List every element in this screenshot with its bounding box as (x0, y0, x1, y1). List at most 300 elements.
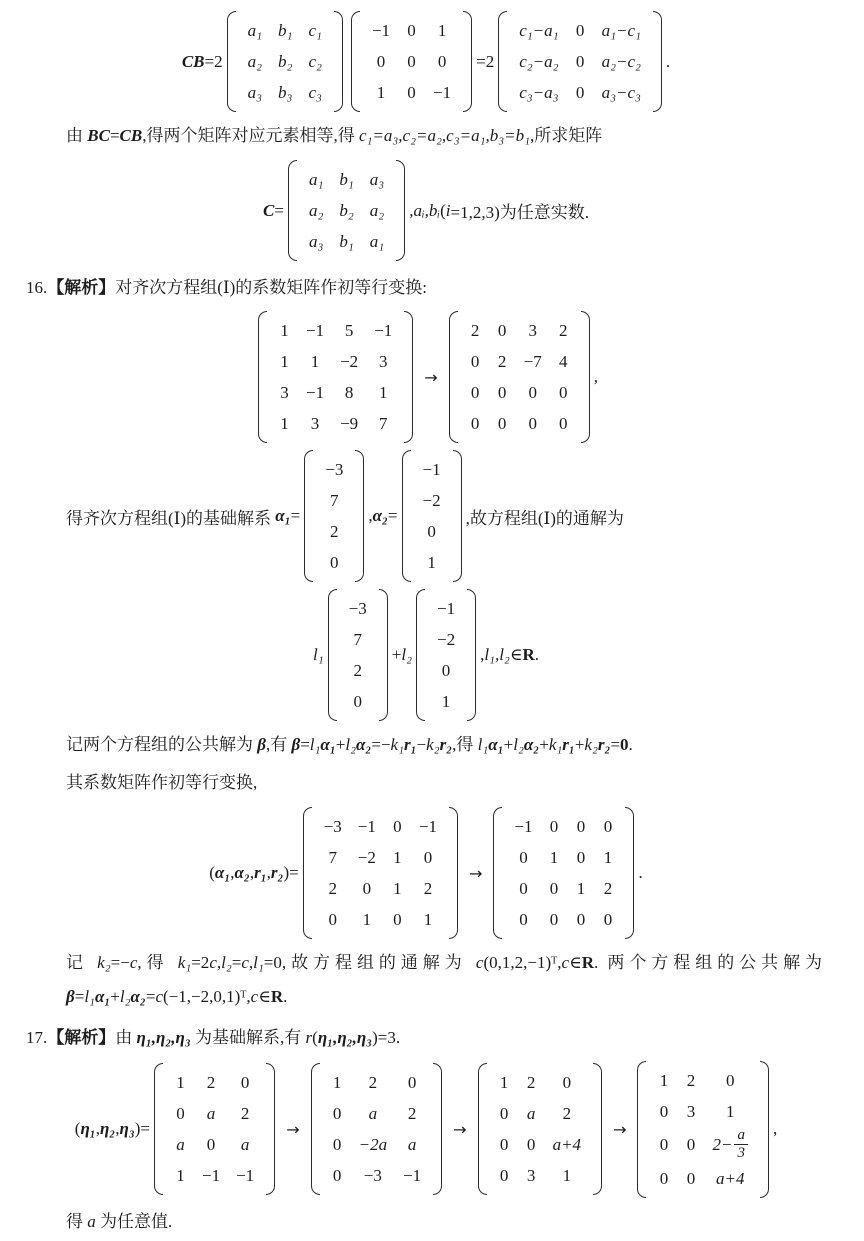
matrix-cell: 0 (659, 1102, 669, 1121)
matrix-grid (236, 11, 334, 112)
matrix-cell: 1 (280, 321, 289, 340)
left-paren (478, 1063, 487, 1195)
text-run: l₁ (313, 645, 324, 664)
text-run: , (593, 367, 599, 386)
matrix-cell: −1 (433, 83, 452, 102)
text-run: 得 (66, 1211, 88, 1231)
text-run: r₁ (562, 735, 575, 754)
matrix-cell: a (206, 1104, 216, 1124)
matrix-cell: a (176, 1135, 185, 1155)
matrix-cell: a₁ (308, 170, 324, 189)
matrix-cell: 0 (526, 1135, 536, 1155)
matrix-cell: 4 (559, 352, 568, 371)
left-paren (351, 11, 360, 112)
right-paren (581, 311, 590, 443)
text-run: , (266, 863, 271, 882)
text-run: η₂ (99, 1119, 116, 1139)
matrix-cell: −9 (340, 414, 359, 433)
matrix-cell: 3 (378, 352, 388, 371)
matrix-cell: 1 (549, 848, 559, 867)
paragraph-17-conclusion (24, 1203, 828, 1241)
matrix-cell: 1 (176, 1166, 185, 1186)
matrix-cell: b₂ (339, 201, 354, 220)
text-run: , (249, 863, 255, 882)
left-paren (493, 807, 502, 939)
matrix (493, 807, 634, 939)
matrix-grid (458, 311, 581, 443)
text-run: c (250, 987, 259, 1006)
text-run: k₁ (390, 735, 404, 754)
problem-number: 17. (26, 1028, 48, 1047)
matrix-cell: 0 (559, 383, 568, 402)
text-run: l₂ (513, 735, 524, 754)
matrix-cell: 2 (368, 1073, 378, 1093)
matrix-cell: −1 (514, 817, 533, 836)
text-run: CB (181, 51, 205, 71)
matrix-cell: 0 (659, 1135, 669, 1155)
matrix-cell: 0 (332, 1135, 342, 1155)
matrix-cell: 0 (497, 383, 507, 402)
text-run: =2 (476, 51, 495, 71)
text-run: l₁ (309, 735, 321, 754)
text-run: R (581, 953, 594, 972)
matrix-cell: 0 (549, 817, 559, 836)
text-run: = (231, 953, 242, 972)
text-run: + (503, 735, 514, 754)
matrix-cell: 0 (206, 1135, 216, 1155)
text-run: β (257, 735, 266, 754)
left-paren (498, 11, 507, 112)
left-paren (416, 589, 425, 721)
matrix-cell: 1 (176, 1073, 185, 1093)
matrix (303, 807, 458, 939)
text-run: =2 (204, 51, 223, 71)
matrix-cell: −2 (340, 352, 359, 371)
left-paren (402, 450, 411, 582)
text-run: ∈ (258, 987, 271, 1006)
text-run: α₂ (372, 506, 388, 525)
paragraph-row-transform (24, 764, 828, 802)
right-paren (625, 807, 634, 939)
text-run: α₁ (488, 735, 504, 754)
matrix-cell: a₂−c₂ (601, 52, 641, 71)
right-paren (449, 807, 458, 939)
matrix-grid (425, 589, 467, 721)
right-paren (404, 311, 413, 443)
left-paren (637, 1061, 646, 1198)
text-run: . (283, 987, 288, 1006)
right-paren (653, 11, 662, 112)
text-run: − (416, 735, 427, 754)
matrix-cell: 5 (344, 321, 354, 340)
matrix-grid (312, 807, 449, 939)
section-17-text (115, 1028, 400, 1047)
left-paren (328, 589, 337, 721)
matrix-cell: b₂ (278, 52, 293, 71)
text-run: CB (119, 126, 143, 145)
equation-c-matrix (24, 158, 828, 263)
text-run: c (561, 953, 570, 972)
text-run: η₃ (119, 1119, 135, 1139)
matrix-cell: c₁ (308, 21, 322, 40)
text-run: α₁ (214, 863, 231, 882)
matrix-cell: −7 (523, 352, 542, 371)
matrix-cell: a₂ (308, 201, 324, 220)
text-run: l₂ (345, 735, 356, 754)
equation-16-rowreduce (24, 309, 828, 445)
text-run: 由 (115, 1028, 137, 1047)
text-run: . (628, 735, 633, 754)
matrix-cell: 0 (499, 1135, 509, 1155)
matrix-cell: c₂ (308, 52, 322, 71)
matrix-cell: 0 (497, 321, 507, 340)
text-run: l₁,l₂ (484, 645, 510, 664)
text-run: =0,故方程组的通解为 (263, 953, 476, 972)
right-paren (355, 450, 364, 582)
text-run: r₂ (597, 735, 611, 754)
matrix-cell: 0 (427, 522, 436, 541)
text-run: β (66, 987, 75, 1006)
matrix (288, 160, 405, 261)
matrix-grid (163, 1063, 266, 1195)
matrix-cell: b₁ (339, 232, 354, 251)
matrix-cell: 1 (725, 1102, 735, 1121)
text-run: ,得 (452, 735, 478, 754)
matrix-cell: a+4 (552, 1135, 582, 1155)
matrix-cell: a₃ (247, 83, 263, 102)
matrix-cell: 1 (659, 1071, 669, 1090)
text-run: + (539, 735, 549, 754)
matrix-cell: 0 (176, 1104, 185, 1124)
matrix-cell: 0 (437, 52, 447, 71)
text-run: c (129, 953, 138, 972)
text-run: BC (87, 126, 110, 145)
left-paren (449, 311, 458, 443)
matrix-cell: a (240, 1135, 250, 1155)
arrow-icon: → (286, 1119, 300, 1139)
left-paren (304, 450, 313, 582)
section-16-text (115, 278, 427, 297)
paragraph-common-solution (24, 726, 828, 764)
matrix-grid (337, 589, 379, 721)
matrix (304, 450, 364, 582)
text-run: 0 (620, 735, 629, 754)
matrix-cell: 2 (328, 879, 337, 898)
text-run: ( (440, 200, 446, 220)
analysis-label: 【解析】 (47, 278, 116, 297)
text-run: ,所求矩阵 (530, 126, 603, 145)
matrix-cell: 1 (562, 1166, 572, 1186)
matrix-cell: 2 (562, 1104, 572, 1124)
matrix-cell: 1 (280, 352, 289, 371)
matrix-grid (411, 450, 453, 582)
matrix-cell: 0 (576, 910, 586, 929)
matrix-cell: −1 (403, 1166, 422, 1186)
matrix-cell: 1 (603, 848, 613, 867)
text-run: )=3. (372, 1028, 401, 1047)
matrix-cell: 0 (519, 879, 528, 898)
text-run: c₁=a₃,c₂=a₂,c₃=a₁,b₃=b₁ (358, 126, 531, 145)
matrix-cell: −1 (202, 1166, 221, 1186)
matrix-cell: a (526, 1104, 536, 1124)
text-run: = (300, 735, 310, 754)
matrix-cell: 1 (499, 1073, 509, 1093)
matrix-cell: −3 (325, 460, 344, 479)
line-basis-vectors (24, 448, 828, 584)
matrix-cell: 0 (686, 1135, 696, 1155)
text-run: r₂ (270, 863, 284, 882)
matrix (402, 450, 462, 582)
matrix-cell: 1 (378, 383, 388, 402)
matrix-cell: 1 (576, 879, 586, 898)
text-run: l₁ (84, 987, 95, 1006)
text-run: , (480, 645, 485, 664)
matrix-cell: 0 (549, 910, 559, 929)
text-run: ,有 (265, 735, 292, 754)
matrix-cell: 0 (332, 1166, 342, 1186)
text-run: k₂ (426, 735, 440, 754)
arrow-icon: → (453, 1119, 467, 1139)
matrix-cell: 0 (393, 910, 402, 929)
text-run: (−1,−2,0,1)ᵀ, (163, 987, 251, 1006)
matrix (328, 589, 388, 721)
text-run: β (291, 735, 301, 754)
text-run: = (74, 987, 85, 1006)
matrix-cell: 0 (407, 83, 416, 102)
text-run: l₂ (401, 645, 412, 664)
text-run: 其系数矩阵作初等行变换, (66, 773, 258, 792)
text-run: , (95, 1119, 100, 1139)
text-run: =2 (191, 953, 210, 972)
matrix-grid (267, 311, 404, 443)
matrix-cell: 0 (470, 414, 480, 433)
analysis-label: 【解析】 (47, 1028, 116, 1047)
text-run: 为任意值. (95, 1211, 173, 1231)
text-run: c (209, 953, 217, 972)
left-paren (154, 1063, 163, 1195)
text-run: 由 (66, 126, 88, 145)
matrix (258, 311, 413, 443)
arrow-icon: → (424, 367, 438, 387)
matrix-cell: 2 (407, 1104, 417, 1124)
text-run: k₂ (584, 735, 598, 754)
text-run: 对齐次方程组(Ⅰ)的系数矩阵作初等行变换: (115, 278, 428, 297)
right-paren (396, 160, 405, 261)
matrix-cell: 2 (603, 879, 613, 898)
text-run: α₂ (356, 735, 372, 754)
matrix-cell: 0 (441, 661, 451, 680)
matrix-cell: 0 (549, 879, 559, 898)
right-paren (463, 11, 472, 112)
paragraph-bc-cb (24, 117, 828, 155)
text-run: k₂ (97, 953, 111, 972)
left-paren (311, 1063, 320, 1195)
text-run: ,故方程组(Ⅰ)的通解为 (465, 508, 624, 528)
left-paren (258, 311, 267, 443)
matrix-cell: c₃ (308, 83, 322, 102)
matrix-cell: −1 (371, 21, 391, 40)
matrix-cell: 2− $\frac{a}{3}$ (704, 1127, 755, 1163)
text-run: , (216, 953, 222, 972)
matrix-cell: 0 (562, 1073, 572, 1093)
text-run: r₂ (439, 735, 453, 754)
matrix-cell: a (368, 1104, 378, 1124)
right-paren (379, 589, 388, 721)
text-run: aᵢ,bᵢ (413, 200, 441, 220)
matrix (227, 11, 343, 112)
text-run: c (155, 987, 164, 1006)
right-paren (334, 11, 343, 112)
matrix-cell: a (407, 1135, 417, 1155)
left-paren (303, 807, 312, 939)
text-run: ∈ (569, 953, 582, 972)
matrix-cell: 0 (407, 21, 416, 40)
matrix-cell: 0 (575, 52, 585, 71)
text-run: )= (283, 863, 299, 882)
matrix-cell: a₁ (369, 232, 385, 251)
matrix-cell: 2 (686, 1071, 696, 1090)
matrix-cell: 7 (378, 414, 388, 433)
text-run: α₂ (130, 987, 146, 1006)
matrix-grid (297, 160, 396, 261)
text-run: k₁ (177, 953, 192, 972)
matrix-cell: a₂ (369, 201, 385, 220)
left-paren (288, 160, 297, 261)
matrix-cell: 0 (332, 1104, 342, 1124)
right-paren (467, 589, 476, 721)
text-run: α₁ (275, 506, 291, 525)
left-paren (227, 11, 236, 112)
matrix-cell: 3 (310, 414, 320, 433)
text-run: . (665, 51, 671, 71)
text-run: c (475, 953, 484, 972)
matrix-grid (313, 450, 355, 582)
matrix-cell: 7 (353, 630, 362, 649)
matrix-cell: c₃−a₃ (519, 83, 559, 102)
text-run: α₂ (234, 863, 250, 882)
matrix (449, 311, 590, 443)
matrix-cell: 8 (344, 383, 354, 402)
right-paren (433, 1063, 442, 1195)
text-run: ∈ (509, 645, 523, 664)
matrix-cell: 0 (330, 553, 339, 572)
matrix (478, 1063, 602, 1195)
matrix-cell: 0 (559, 414, 568, 433)
text-run: + (110, 987, 120, 1006)
text-run: ,得两个矩阵对应元素相等,得 (142, 126, 359, 145)
matrix-cell: 0 (725, 1071, 735, 1090)
right-paren (453, 450, 462, 582)
matrix-cell: 2 (423, 879, 433, 898)
matrix-cell: 0 (603, 817, 613, 836)
matrix-cell: a+4 (715, 1168, 745, 1188)
matrix-cell: −2 (357, 848, 376, 867)
matrix-cell: −3 (323, 817, 342, 836)
text-run: R (270, 987, 284, 1006)
matrix-grid (360, 11, 463, 112)
matrix-cell: 0 (362, 879, 372, 898)
matrix-cell: 2 (497, 352, 507, 371)
text-run: =− (371, 735, 391, 754)
matrix-cell: 2 (559, 321, 568, 340)
text-run: R (522, 645, 535, 664)
matrix-cell: 2 (470, 321, 480, 340)
matrix-cell: 1 (437, 21, 447, 40)
text-run: η₁,η₂,η₃ (317, 1028, 373, 1047)
matrix-cell: 0 (407, 1073, 417, 1093)
text-run: 记两个方程组的公共解为 (66, 735, 258, 754)
matrix-cell: 0 (328, 910, 337, 929)
matrix-cell: 0 (519, 848, 528, 867)
matrix-cell: 0 (240, 1073, 250, 1093)
text-run: ( (209, 863, 215, 882)
text-run: η₁ (80, 1119, 96, 1139)
matrix (311, 1063, 443, 1195)
matrix-cell: −1 (374, 321, 393, 340)
matrix-cell: −2 (436, 630, 456, 649)
matrix-cell: 0 (528, 383, 537, 402)
text-run: i (445, 200, 451, 220)
text-run: (0,1,2,−1)ᵀ, (483, 953, 562, 972)
matrix-cell: 0 (499, 1104, 509, 1124)
matrix-cell: 1 (362, 910, 372, 929)
matrix-cell: 2 (330, 522, 339, 541)
equation-16-general-solution (24, 587, 828, 723)
text-run: , (772, 1119, 778, 1139)
matrix (416, 589, 476, 721)
text-run: =1,2,3)为任意实数. (450, 203, 589, 222)
matrix-cell: −3 (363, 1166, 382, 1186)
matrix-grid (646, 1061, 759, 1198)
text-run: α₂ (523, 735, 540, 754)
text-run: , (115, 1119, 120, 1139)
matrix-cell: −2 (422, 491, 441, 510)
text-run: c (241, 953, 249, 972)
matrix-cell: 0 (603, 910, 613, 929)
matrix-cell: −1 (305, 321, 325, 340)
text-run: = (387, 506, 398, 525)
text-run: = (290, 506, 301, 525)
text-run: α₁ (320, 735, 336, 754)
matrix-cell: −1 (422, 460, 441, 479)
matrix-cell: b₁ (339, 170, 354, 189)
matrix-cell: 0 (499, 1166, 509, 1186)
equation-16-combined-matrix (24, 805, 828, 941)
matrix-cell: 0 (528, 414, 537, 433)
matrix-cell: 2 (240, 1104, 250, 1124)
matrix-grid (502, 807, 625, 939)
text-run: ( (74, 1119, 81, 1139)
text-run: η₁,η₂,η₃ (136, 1028, 191, 1047)
matrix (637, 1061, 768, 1198)
matrix-cell: 0 (576, 848, 586, 867)
matrix-cell: 0 (497, 414, 507, 433)
matrix-cell: 0 (470, 383, 480, 402)
matrix-cell: 1 (441, 692, 451, 711)
matrix-cell: 1 (423, 910, 433, 929)
matrix-grid (320, 1063, 434, 1195)
matrix-cell: 0 (353, 692, 362, 711)
arrow-icon: → (613, 1119, 627, 1139)
matrix-cell: 3 (526, 1166, 536, 1186)
matrix-cell: b₁ (278, 21, 293, 40)
matrix-cell: 1 (393, 848, 402, 867)
matrix-cell: 0 (423, 848, 433, 867)
matrix-cell: a₃−c₃ (601, 83, 641, 102)
matrix-cell: 0 (470, 352, 480, 371)
matrix-cell: a₁ (247, 21, 263, 40)
equation-cb (24, 9, 828, 114)
